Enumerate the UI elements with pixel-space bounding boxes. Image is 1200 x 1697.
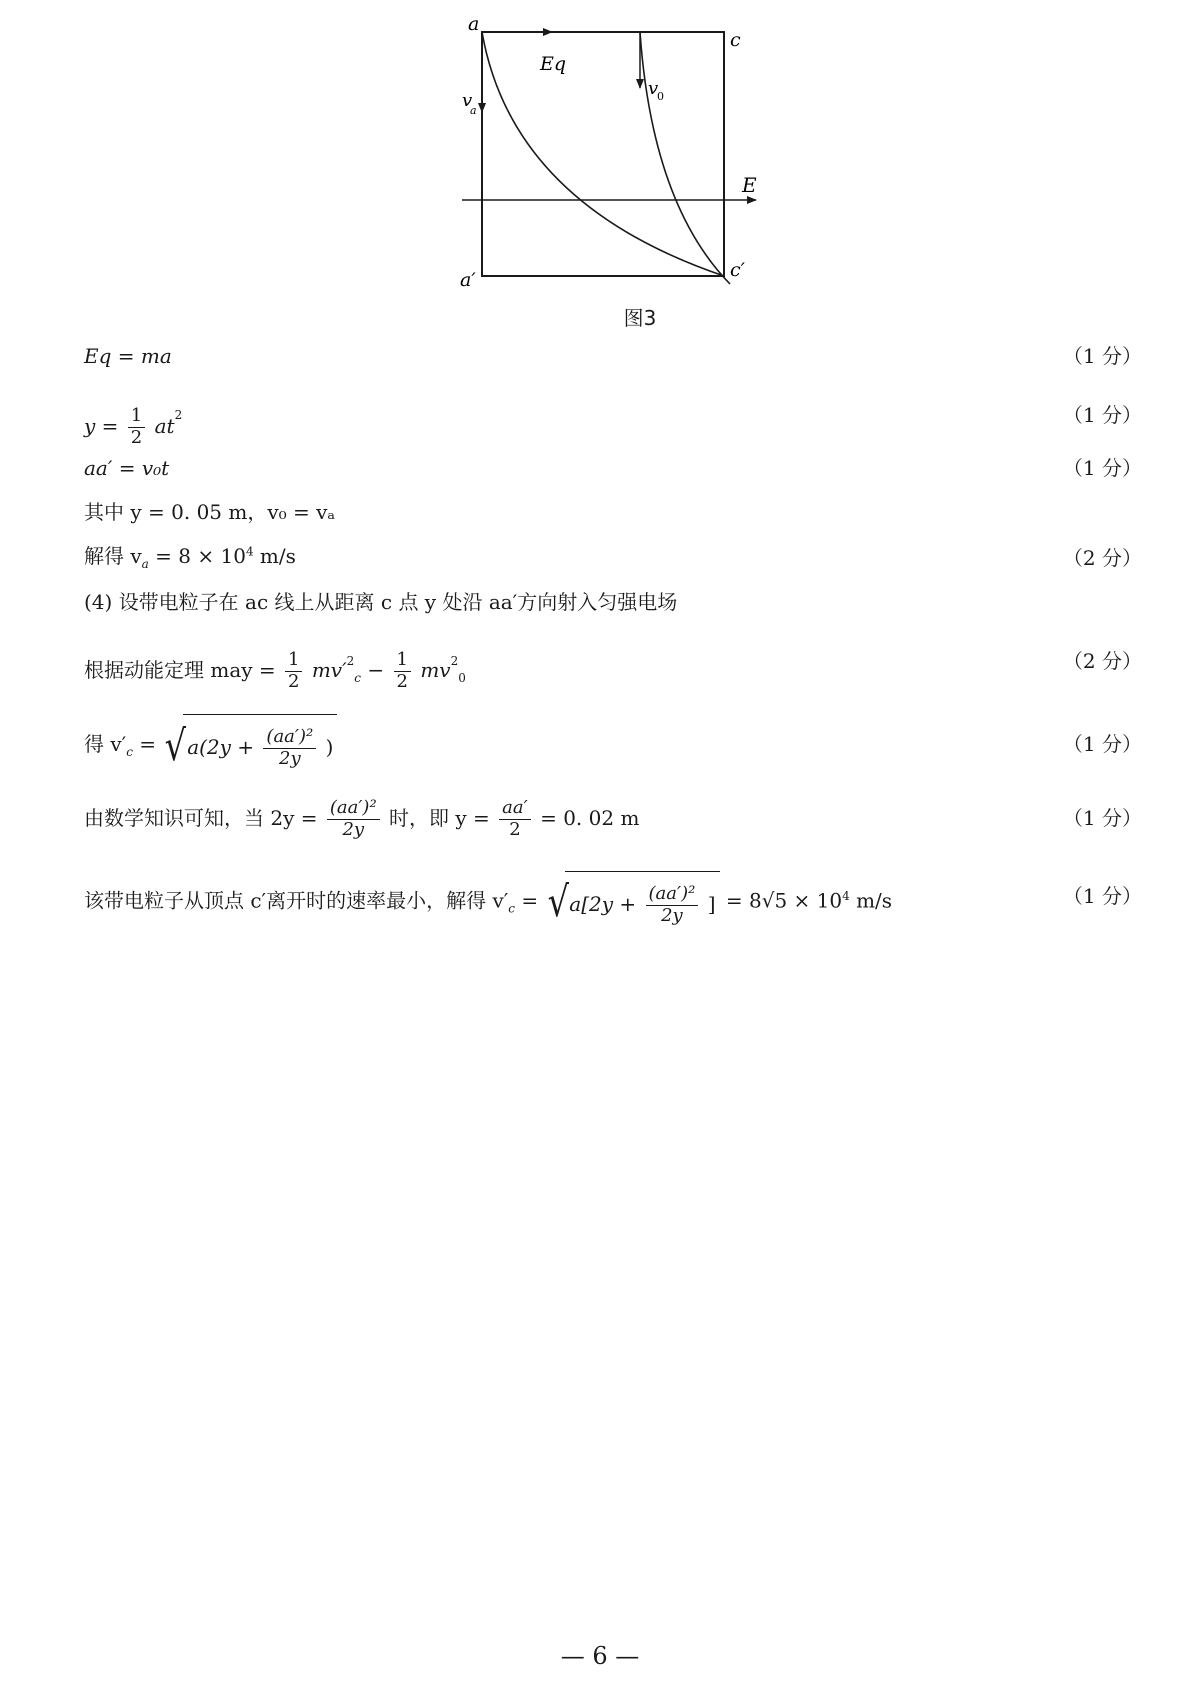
subscript: 0 [458, 671, 466, 685]
equation-text: aa′ = v₀t [84, 456, 170, 480]
equation-line-4 [84, 500, 1142, 524]
term: mv [420, 658, 451, 682]
equation-line-2 [84, 390, 1142, 448]
page-number: — 6 — [560, 1642, 640, 1670]
equation-line-10 [84, 866, 1142, 926]
figure-caption: 图3 [623, 306, 657, 330]
equation-text: (4) 设带电粒子在 ac 线上从距离 c 点 y 处沿 aa′方向射入匀强电场 [84, 590, 678, 614]
figure-3-diagram [440, 14, 800, 324]
score: （1 分） [1062, 456, 1142, 480]
closing-bracket: ) [325, 735, 334, 759]
field-region-svg [440, 14, 800, 324]
equation-line-5 [84, 544, 1142, 571]
exponent: 2 [174, 408, 183, 422]
square-root: √a(2y + $\frac{\text{(aa′)²}}{2y}$ ) [162, 714, 337, 777]
score: （1 分） [1062, 806, 1142, 830]
label-va-sub: a [470, 104, 477, 117]
subscript: c [354, 671, 362, 685]
label-c: c [730, 29, 741, 51]
equation-line-1 [84, 344, 1142, 368]
subscript: c [126, 745, 133, 759]
radicand-term: a(2y + [187, 735, 255, 759]
equation-line-9 [84, 790, 1142, 846]
equation-prefix: 根据动能定理 may = [84, 658, 276, 682]
fraction: $\frac{\text{(aa′)²}}{2y}$ [327, 798, 380, 840]
score: （2 分） [1062, 545, 1142, 570]
label-c-prime: c′ [730, 259, 745, 281]
fraction: $\frac{aa'}{2}$ [499, 798, 531, 840]
label-e: E [742, 173, 757, 197]
equation-line-8 [84, 714, 1142, 774]
equation-prefix: 得 v′ [84, 732, 127, 756]
equals-sign: = [515, 888, 539, 913]
subscript: a [141, 557, 149, 571]
equation-prefix: 解得 v [84, 544, 142, 568]
equation-unit: m/s [253, 544, 296, 568]
score: （1 分） [1062, 884, 1142, 908]
fraction: $\frac{\text{(aa′)²}}{2y}$ [646, 884, 699, 926]
closing-bracket: ] [707, 891, 716, 916]
trajectory-from-a [482, 32, 724, 276]
score: （1 分） [1062, 344, 1142, 368]
radicand-term: a[2y + [569, 891, 637, 916]
term: mv′ [311, 658, 347, 682]
exponent: 4 [245, 544, 254, 559]
equation-rhs: at [154, 414, 175, 438]
score: （1 分） [1062, 403, 1142, 427]
fraction: $\frac{1}{2}$ [394, 650, 411, 692]
equation-prefix: 该带电粒子从顶点 c′离开时的速率最小，解得 v′ [84, 888, 509, 913]
exponent: 2 [450, 654, 459, 668]
equation-lhs: y = [84, 414, 119, 438]
fraction: $\frac{1}{2}$ [285, 650, 302, 692]
equation-line-6 [84, 590, 1142, 614]
exponent: 4 [842, 889, 850, 903]
minus-sign: − [367, 658, 391, 682]
equation-result: = 8√5 × 10 [725, 888, 843, 913]
label-eq: Eq [540, 53, 567, 75]
square-root: √a[2y + $\frac{\text{(aa′)²}}{2y}$ ] [545, 871, 720, 934]
equation-unit: m/s [849, 888, 893, 913]
equation-result: = 0. 02 m [540, 806, 640, 830]
fraction: $\frac{\text{(aa′)²}}{2y}$ [263, 727, 316, 769]
equation-prefix: 由数学知识可知，当 2y = [84, 806, 318, 830]
subscript: c [508, 901, 516, 916]
label-v0: v [648, 78, 659, 99]
equation-middle: = 8 × 10 [148, 544, 246, 568]
label-v0-sub: 0 [657, 90, 664, 103]
exponent: 2 [346, 654, 355, 668]
label-a: a [468, 14, 480, 35]
label-a-prime: a′ [460, 269, 476, 291]
score: （2 分） [1062, 649, 1142, 673]
equals-sign: = [132, 732, 157, 756]
equation-line-7 [84, 636, 1142, 692]
label-va: v [462, 90, 473, 111]
equation-text: 其中 y = 0. 05 m，v₀ = vₐ [84, 500, 336, 524]
equation-text: Eq = ma [84, 344, 172, 368]
fraction: $\frac{1}{2}$ [128, 406, 145, 448]
score: （1 分） [1062, 732, 1142, 756]
equation-middle: 时，即 y = [389, 806, 490, 830]
equation-line-3 [84, 456, 1142, 480]
square-region [482, 32, 724, 276]
